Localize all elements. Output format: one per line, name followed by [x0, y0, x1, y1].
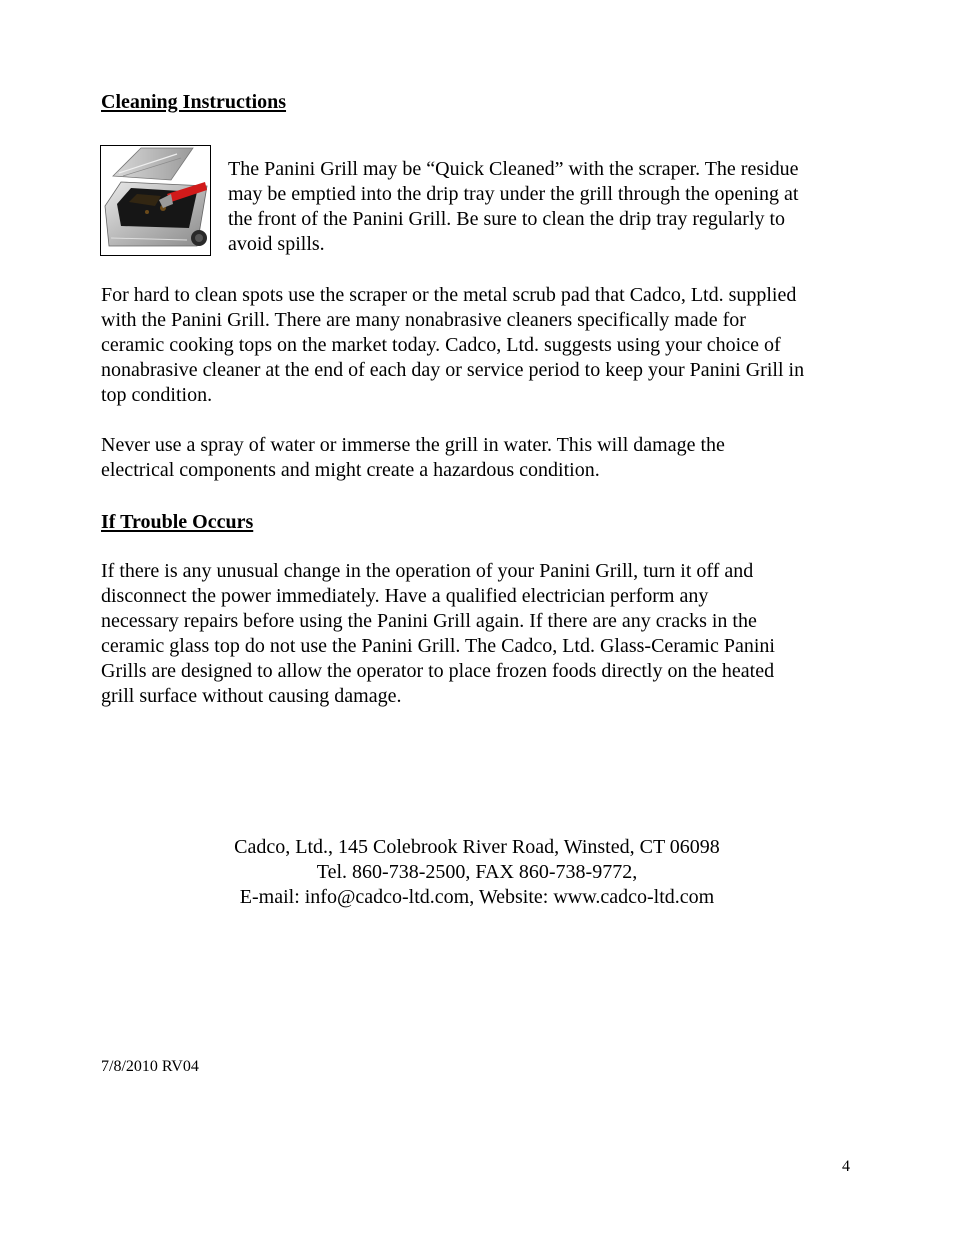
text-line: top condition.	[101, 384, 213, 406]
company-email-website: E-mail: info@cadco-ltd.com, Website: www.cadco-ltd.com	[239, 886, 715, 908]
panini-grill-icon	[101, 146, 209, 254]
trouble-paragraph	[101, 559, 881, 709]
cleaning-intro-paragraph	[228, 157, 868, 257]
text-line: grill surface without causing damage.	[101, 685, 402, 707]
panini-grill-photo	[100, 145, 211, 256]
text-line: nonabrasive cleaner at the end of each day or service period to keep your Panini Grill in	[101, 359, 805, 381]
text-line: ceramic glass top do not use the Panini Grill. The Cadco, Ltd. Glass-Ceramic Panini	[101, 635, 775, 657]
text-line: necessary repairs before using the Panini Grill again. If there are any cracks in the	[101, 610, 757, 632]
contact-block	[0, 835, 954, 910]
company-address: Cadco, Ltd., 145 Colebrook River Road, Winsted, CT 06098	[234, 836, 720, 858]
cleaning-scraper-paragraph	[101, 283, 881, 408]
text-line: may be emptied into the drip tray under the grill through the opening at	[228, 183, 799, 205]
company-phone-fax: Tel. 860-738-2500, FAX 860-738-9772,	[316, 861, 638, 883]
text-line: The Panini Grill may be “Quick Cleaned” with the scraper. The residue	[228, 158, 799, 180]
page-number: 4	[842, 1158, 850, 1175]
cleaning-heading: Cleaning Instructions	[101, 91, 287, 113]
text-line: Grills are designed to allow the operator to place frozen foods directly on the heated	[101, 660, 775, 682]
text-line: electrical components and might create a hazardous condition.	[101, 459, 600, 481]
trouble-heading: If Trouble Occurs	[101, 511, 254, 533]
text-line: the front of the Panini Grill. Be sure to clean the drip tray regularly to	[228, 208, 786, 230]
text-line: If there is any unusual change in the operation of your Panini Grill, turn it off and	[101, 560, 754, 582]
text-line: ceramic cooking tops on the market today. Cadco, Ltd. suggests using your choice of	[101, 334, 781, 356]
revision-date: 7/8/2010 RV04	[101, 1058, 199, 1075]
water-warning-paragraph	[101, 433, 881, 483]
text-line: For hard to clean spots use the scraper or the metal scrub pad that Cadco, Ltd. supplied	[101, 284, 797, 306]
text-line: avoid spills.	[228, 233, 325, 255]
text-line: Never use a spray of water or immerse the grill in water. This will damage the	[101, 434, 725, 456]
text-line: disconnect the power immediately. Have a qualified electrician perform any	[101, 585, 709, 607]
text-line: with the Panini Grill. There are many nonabrasive cleaners specifically made for	[101, 309, 746, 331]
